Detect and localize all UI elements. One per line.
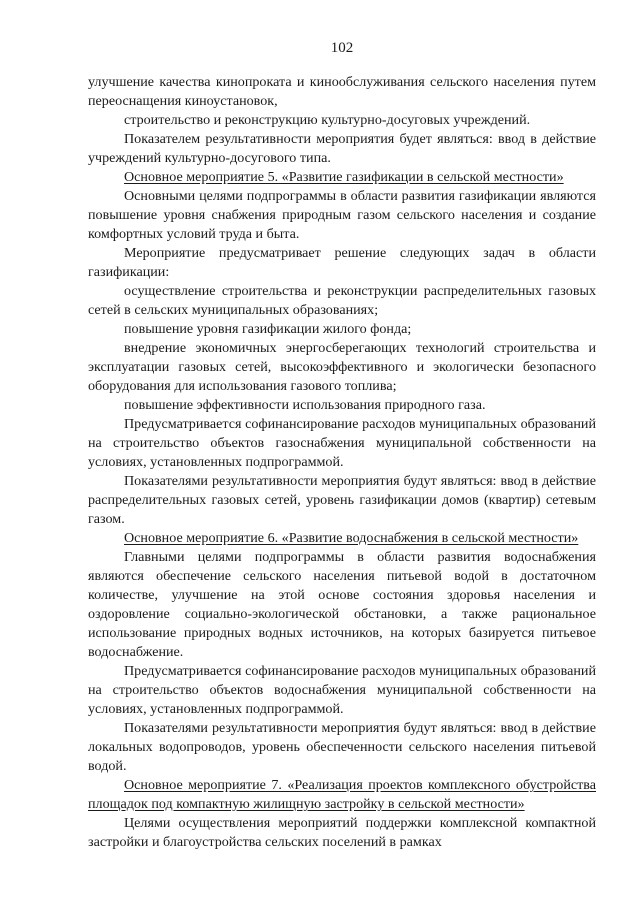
page-number: 102	[330, 40, 354, 56]
paragraph-16: Показателями результативности мероприятия будут являться: ввод в действие локальных водопроводов, уровень обеспеченности сельского населения питьевой водой.	[88, 720, 596, 774]
paragraph-18: Целями осуществления мероприятий поддержки комплексной компактной застройки и благоустройства сельских поселений в рамках	[88, 815, 596, 850]
section-heading-6: Основное мероприятие 6. «Развитие водоснабжения в сельской местности»	[124, 530, 579, 546]
paragraph-11: Предусматривается софинансирование расходов муниципальных образований на строительство объектов газоснабжения муниципальной собственности на условиях, установленных подпрограммой.	[88, 416, 596, 470]
section-heading-7: Основное мероприятие 7. «Реализация проектов комплексного обустройства площадок под компактную жилищную застройку в сельской местности»	[88, 777, 596, 812]
paragraph-7: осуществление строительства и реконструкции распределительных газовых сетей в сельских муниципальных образованиях;	[88, 283, 596, 318]
paragraph-10: повышение эффективности использования природного газа.	[124, 397, 486, 413]
paragraph-9: внедрение экономичных энергосберегающих технологий строительства и эксплуатации газовых сетей, высокоэффективного и экологически безопасного оборудования для использования газового топлива;	[88, 340, 596, 394]
paragraph-12: Показателями результативности мероприятия будут являться: ввод в действие распределительных газовых сетей, уровень газификации домов (квартир) сетевым газом.	[88, 473, 596, 527]
section-heading-5: Основное мероприятие 5. «Развитие газификации в сельской местности»	[124, 169, 564, 185]
paragraph-3: Показателем результативности мероприятия будет являться: ввод в действие учреждений культурно-досугового типа.	[88, 131, 596, 166]
paragraph-2: строительство и реконструкцию культурно-досуговых учреждений.	[124, 112, 531, 128]
paragraph-1: улучшение качества кинопроката и кинообслуживания сельского населения путем переоснащения киноустановок,	[88, 74, 596, 109]
paragraph-8: повышение уровня газификации жилого фонда;	[124, 321, 412, 337]
paragraph-5: Основными целями подпрограммы в области развития газификации являются повышение уровня снабжения природным газом сельского населения и создание комфортных условий труда и быта.	[88, 188, 596, 242]
paragraph-15: Предусматривается софинансирование расходов муниципальных образований на строительство объектов водоснабжения муниципальной собственности на условиях, установленных подпрограммой.	[88, 663, 596, 717]
paragraph-6: Мероприятие предусматривает решение следующих задач в области газификации:	[88, 245, 596, 280]
paragraph-14: Главными целями подпрограммы в области развития водоснабжения являются обеспечение сельского населения питьевой водой в достаточном количестве, улучшение на этой основе состояния здоровья населения и оздоровление социально-экологической обстановки, а также рациональное использование природных водных источников, на которых базируется питьевое водоснабжение.	[88, 549, 596, 660]
